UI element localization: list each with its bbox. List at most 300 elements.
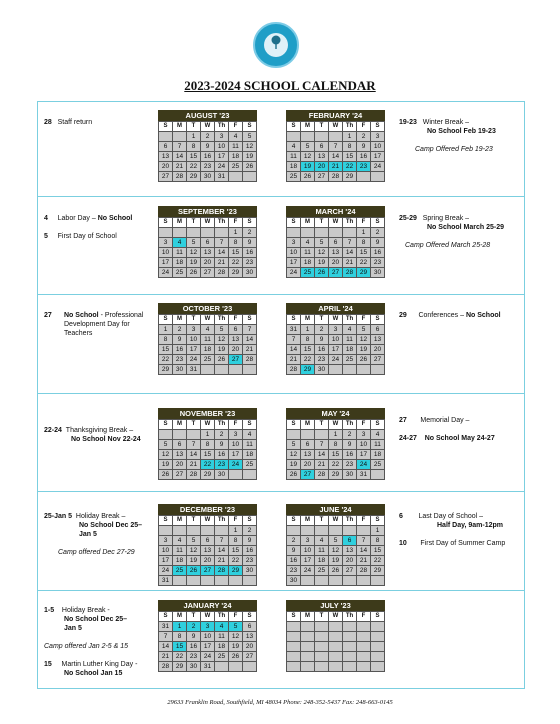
day-cell: 24 xyxy=(187,355,201,365)
day-cell: 25 xyxy=(173,268,187,278)
day-cell: 2 xyxy=(187,622,201,632)
day-cell: 2 xyxy=(343,430,357,440)
empty-day-cell xyxy=(287,662,301,672)
day-cell: 17 xyxy=(371,152,385,162)
day-cell: 6 xyxy=(201,536,215,546)
day-cell: 14 xyxy=(173,152,187,162)
weekday-label: S xyxy=(287,218,301,228)
day-cell: 16 xyxy=(371,248,385,258)
weekday-label: F xyxy=(229,612,243,622)
weekday-label: F xyxy=(229,218,243,228)
empty-day-cell xyxy=(243,365,257,375)
school-address-footer: 29633 Franklin Road, Southfield, MI 48034 Phone: 248-352-5437 Fax: 248-663-0145 xyxy=(167,699,393,706)
weekday-label: Th xyxy=(215,516,229,526)
day-cell: 16 xyxy=(215,450,229,460)
day-cell: 25 xyxy=(201,355,215,365)
day-cell: 28 xyxy=(329,172,343,182)
day-cell: 15 xyxy=(357,248,371,258)
empty-day-cell xyxy=(329,662,343,672)
day-cell: 29 xyxy=(329,470,343,480)
day-cell: 31 xyxy=(287,325,301,335)
week-row xyxy=(287,142,385,152)
day-cell: 11 xyxy=(287,152,301,162)
week-row xyxy=(159,470,257,480)
day-cell: 18 xyxy=(173,556,187,566)
week-row xyxy=(287,355,385,365)
day-cell: 16 xyxy=(357,152,371,162)
day-cell: 11 xyxy=(243,440,257,450)
weekday-label: Th xyxy=(215,218,229,228)
day-cell: 21 xyxy=(343,258,357,268)
day-cell: 20 xyxy=(201,556,215,566)
day-cell: 9 xyxy=(173,335,187,345)
day-cell: 9 xyxy=(201,142,215,152)
weekday-label: W xyxy=(201,516,215,526)
day-cell: 23 xyxy=(243,556,257,566)
day-cell: 23 xyxy=(187,652,201,662)
day-cell: 20 xyxy=(229,345,243,355)
day-cell: 6 xyxy=(329,238,343,248)
day-cell: 3 xyxy=(357,430,371,440)
weekday-label: F xyxy=(229,315,243,325)
day-cell: 10 xyxy=(357,440,371,450)
empty-day-cell xyxy=(173,132,187,142)
week-row xyxy=(159,335,257,345)
day-cell: 24 xyxy=(159,566,173,576)
note-aug: 28 Staff return xyxy=(44,119,93,126)
weekday-label: F xyxy=(357,315,371,325)
empty-day-cell xyxy=(215,526,229,536)
empty-day-cell xyxy=(301,430,315,440)
day-cell: 26 xyxy=(229,652,243,662)
day-cell: 29 xyxy=(371,566,385,576)
day-cell: 5 xyxy=(329,536,343,546)
note-apr: 29 Conferences – No School xyxy=(399,312,501,319)
school-seal-logo xyxy=(253,22,299,68)
day-cell: 7 xyxy=(329,142,343,152)
day-cell: 23 xyxy=(173,355,187,365)
day-cell: 12 xyxy=(287,450,301,460)
day-cell: 27 xyxy=(201,566,215,576)
day-cell: 22 xyxy=(343,162,357,172)
day-cell: 31 xyxy=(159,576,173,586)
empty-day-cell xyxy=(315,132,329,142)
day-cell: 23 xyxy=(343,460,357,470)
day-cell: 25 xyxy=(173,566,187,576)
empty-day-cell xyxy=(357,576,371,586)
day-cell: 30 xyxy=(173,365,187,375)
weekday-label: T xyxy=(187,218,201,228)
weekday-label: S xyxy=(243,122,257,132)
week-row xyxy=(287,258,385,268)
day-cell: 2 xyxy=(243,228,257,238)
day-cell: 19 xyxy=(287,460,301,470)
empty-day-cell xyxy=(343,365,357,375)
month-header: FEBRUARY '24 xyxy=(286,110,385,121)
day-cell: 24 xyxy=(229,460,243,470)
day-cell: 7 xyxy=(343,238,357,248)
day-cell: 27 xyxy=(301,470,315,480)
day-cell: 1 xyxy=(187,132,201,142)
day-cell: 27 xyxy=(329,268,343,278)
weekday-label: F xyxy=(357,612,371,622)
day-cell: 21 xyxy=(243,345,257,355)
week-row xyxy=(287,576,385,586)
empty-day-cell xyxy=(315,430,329,440)
day-cell: 10 xyxy=(159,248,173,258)
month-calendar-april xyxy=(286,303,385,375)
empty-day-cell xyxy=(329,632,343,642)
month-header: AUGUST '23 xyxy=(158,110,257,121)
day-cell: 2 xyxy=(315,325,329,335)
day-cell: 28 xyxy=(187,470,201,480)
day-cell: 7 xyxy=(159,632,173,642)
day-cell: 6 xyxy=(173,440,187,450)
week-row xyxy=(159,238,257,248)
day-cell: 14 xyxy=(287,345,301,355)
day-cell: 17 xyxy=(159,556,173,566)
day-cell: 15 xyxy=(329,450,343,460)
day-cell: 28 xyxy=(173,172,187,182)
empty-day-cell xyxy=(315,526,329,536)
empty-day-cell xyxy=(315,642,329,652)
empty-day-cell xyxy=(243,470,257,480)
day-cell: 15 xyxy=(229,248,243,258)
week-row xyxy=(159,268,257,278)
weekday-label: S xyxy=(243,218,257,228)
empty-day-cell xyxy=(229,470,243,480)
weekday-label: F xyxy=(229,516,243,526)
weekday-label: S xyxy=(287,516,301,526)
weekday-label: W xyxy=(329,122,343,132)
day-cell: 27 xyxy=(343,566,357,576)
day-cell: 14 xyxy=(357,546,371,556)
day-cell: 26 xyxy=(329,566,343,576)
day-cell: 1 xyxy=(173,622,187,632)
empty-day-cell xyxy=(287,132,301,142)
day-cell: 15 xyxy=(229,546,243,556)
day-cell: 5 xyxy=(215,325,229,335)
day-cell: 26 xyxy=(357,355,371,365)
note-nov: 22-24 Thanksgiving Break – No School Nov 22-24 xyxy=(44,427,141,443)
empty-day-cell xyxy=(343,652,357,662)
day-cell: 30 xyxy=(315,365,329,375)
day-cell: 14 xyxy=(159,642,173,652)
day-cell: 4 xyxy=(215,622,229,632)
day-cell: 16 xyxy=(243,248,257,258)
month-header: MARCH '24 xyxy=(286,206,385,217)
weekday-label: S xyxy=(287,612,301,622)
row-divider xyxy=(37,294,525,295)
day-cell: 3 xyxy=(229,430,243,440)
day-cell: 15 xyxy=(173,642,187,652)
day-cell: 26 xyxy=(243,162,257,172)
day-cell: 17 xyxy=(357,450,371,460)
month-header: APRIL '24 xyxy=(286,303,385,314)
week-row xyxy=(159,325,257,335)
row-divider xyxy=(37,393,525,394)
empty-day-cell xyxy=(201,365,215,375)
day-cell: 4 xyxy=(173,536,187,546)
empty-day-cell xyxy=(201,526,215,536)
weekday-label: W xyxy=(329,516,343,526)
day-cell: 8 xyxy=(329,440,343,450)
day-cell: 29 xyxy=(343,172,357,182)
day-cell: 26 xyxy=(287,470,301,480)
day-cell: 14 xyxy=(329,152,343,162)
day-cell: 21 xyxy=(215,556,229,566)
day-cell: 4 xyxy=(371,430,385,440)
day-cell: 3 xyxy=(301,536,315,546)
day-cell: 26 xyxy=(187,268,201,278)
empty-day-cell xyxy=(301,526,315,536)
day-cell: 16 xyxy=(287,556,301,566)
empty-day-cell xyxy=(329,228,343,238)
week-row xyxy=(159,355,257,365)
empty-day-cell xyxy=(173,576,187,586)
note-feb: 19-23 Winter Break – No School Feb 19-23 Camp Offered Feb 19-23 xyxy=(399,119,496,153)
day-cell: 14 xyxy=(243,335,257,345)
week-row xyxy=(287,365,385,375)
day-cell: 3 xyxy=(371,132,385,142)
day-cell: 21 xyxy=(173,162,187,172)
day-cell: 12 xyxy=(357,335,371,345)
month-grid xyxy=(286,314,385,375)
day-cell: 4 xyxy=(343,325,357,335)
month-grid xyxy=(158,217,257,278)
empty-day-cell xyxy=(243,662,257,672)
weekday-label: M xyxy=(301,420,315,430)
day-cell: 27 xyxy=(229,355,243,365)
week-row xyxy=(287,268,385,278)
day-cell: 5 xyxy=(315,238,329,248)
day-cell: 30 xyxy=(243,268,257,278)
day-cell: 24 xyxy=(287,268,301,278)
month-header: SEPTEMBER '23 xyxy=(158,206,257,217)
day-cell: 8 xyxy=(343,142,357,152)
day-cell: 9 xyxy=(371,238,385,248)
empty-day-cell xyxy=(343,662,357,672)
month-grid xyxy=(286,121,385,182)
week-row xyxy=(159,228,257,238)
day-cell: 25 xyxy=(243,460,257,470)
day-cell: 4 xyxy=(315,536,329,546)
day-cell: 1 xyxy=(329,430,343,440)
empty-day-cell xyxy=(357,172,371,182)
day-cell: 8 xyxy=(173,632,187,642)
month-grid xyxy=(158,419,257,480)
calendar-frame xyxy=(37,101,525,689)
day-cell: 18 xyxy=(243,450,257,460)
day-cell: 21 xyxy=(187,460,201,470)
day-cell: 16 xyxy=(315,345,329,355)
empty-day-cell xyxy=(287,632,301,642)
day-cell: 31 xyxy=(201,662,215,672)
day-cell: 18 xyxy=(215,642,229,652)
month-header: DECEMBER '23 xyxy=(158,504,257,515)
day-cell: 1 xyxy=(229,228,243,238)
day-cell: 11 xyxy=(229,142,243,152)
week-row xyxy=(159,142,257,152)
empty-day-cell xyxy=(357,652,371,662)
empty-day-cell xyxy=(357,622,371,632)
day-cell: 23 xyxy=(215,460,229,470)
month-grid xyxy=(158,121,257,182)
day-cell: 30 xyxy=(371,268,385,278)
weekday-label: S xyxy=(287,420,301,430)
empty-day-cell xyxy=(371,632,385,642)
week-row xyxy=(287,566,385,576)
day-cell: 9 xyxy=(315,335,329,345)
day-cell: 9 xyxy=(187,632,201,642)
day-cell: 17 xyxy=(301,556,315,566)
day-cell: 8 xyxy=(371,536,385,546)
weekday-label: M xyxy=(173,315,187,325)
weekday-label: W xyxy=(329,612,343,622)
week-row xyxy=(287,460,385,470)
week-row xyxy=(159,248,257,258)
empty-day-cell xyxy=(243,172,257,182)
weekday-label: T xyxy=(187,420,201,430)
empty-day-cell xyxy=(287,228,301,238)
note-dec: 25-Jan 5 Holiday Break – No School Dec 25– Jan 5 Camp offered Dec 27-29 xyxy=(44,513,143,556)
day-cell: 7 xyxy=(215,238,229,248)
month-calendar-may xyxy=(286,408,385,480)
empty-day-cell xyxy=(357,365,371,375)
weekday-label: S xyxy=(243,420,257,430)
day-cell: 4 xyxy=(301,238,315,248)
day-cell: 19 xyxy=(315,258,329,268)
weekday-label: S xyxy=(287,315,301,325)
day-cell: 13 xyxy=(301,450,315,460)
weekday-label: T xyxy=(187,315,201,325)
row-divider xyxy=(37,196,525,197)
month-grid xyxy=(286,515,385,586)
note-jun: 6 Last Day of School – Half Day, 9am-12pm 10 First Day of Summer Camp xyxy=(399,513,506,547)
day-cell: 13 xyxy=(329,248,343,258)
weekday-label: S xyxy=(159,218,173,228)
day-cell: 5 xyxy=(243,132,257,142)
weekday-label: M xyxy=(301,315,315,325)
month-calendar-january xyxy=(158,600,257,672)
weekday-label: S xyxy=(243,516,257,526)
weekday-label: W xyxy=(201,315,215,325)
day-cell: 30 xyxy=(215,470,229,480)
day-cell: 19 xyxy=(301,162,315,172)
month-header: MAY '24 xyxy=(286,408,385,419)
day-cell: 20 xyxy=(371,345,385,355)
day-cell: 10 xyxy=(301,546,315,556)
empty-day-cell xyxy=(371,652,385,662)
day-cell: 25 xyxy=(215,652,229,662)
weekday-label: Th xyxy=(343,218,357,228)
day-cell: 21 xyxy=(329,162,343,172)
week-row xyxy=(159,622,257,632)
month-header: JUNE '24 xyxy=(286,504,385,515)
day-cell: 22 xyxy=(329,460,343,470)
day-cell: 8 xyxy=(229,238,243,248)
day-cell: 22 xyxy=(229,556,243,566)
day-cell: 9 xyxy=(287,546,301,556)
empty-day-cell xyxy=(301,576,315,586)
day-cell: 10 xyxy=(329,335,343,345)
day-cell: 3 xyxy=(215,132,229,142)
day-cell: 13 xyxy=(173,450,187,460)
weekday-label: M xyxy=(173,420,187,430)
month-grid xyxy=(286,611,385,672)
day-cell: 22 xyxy=(229,258,243,268)
weekday-label: S xyxy=(287,122,301,132)
empty-day-cell xyxy=(187,430,201,440)
day-cell: 11 xyxy=(343,335,357,345)
day-cell: 5 xyxy=(357,325,371,335)
week-row xyxy=(287,430,385,440)
empty-day-cell xyxy=(357,662,371,672)
note-oct: 27 No School - Professional Development Day for Teachers xyxy=(44,312,144,337)
empty-day-cell xyxy=(301,642,315,652)
week-row xyxy=(287,345,385,355)
empty-day-cell xyxy=(301,622,315,632)
day-cell: 5 xyxy=(159,440,173,450)
day-cell: 2 xyxy=(287,536,301,546)
week-row xyxy=(159,652,257,662)
weekday-label: Th xyxy=(215,315,229,325)
day-cell: 20 xyxy=(159,162,173,172)
day-cell: 13 xyxy=(243,632,257,642)
day-cell: 4 xyxy=(287,142,301,152)
day-cell: 24 xyxy=(301,566,315,576)
empty-day-cell xyxy=(187,526,201,536)
day-cell: 1 xyxy=(343,132,357,142)
day-cell: 16 xyxy=(187,642,201,652)
week-row xyxy=(159,430,257,440)
empty-day-cell xyxy=(357,526,371,536)
empty-day-cell xyxy=(371,470,385,480)
day-cell: 4 xyxy=(229,132,243,142)
week-row xyxy=(287,632,385,642)
empty-day-cell xyxy=(329,132,343,142)
day-cell: 7 xyxy=(187,440,201,450)
day-cell: 2 xyxy=(215,430,229,440)
day-cell: 4 xyxy=(173,238,187,248)
day-cell: 27 xyxy=(371,355,385,365)
weekday-label: S xyxy=(371,516,385,526)
day-cell: 11 xyxy=(173,248,187,258)
week-row xyxy=(287,536,385,546)
day-cell: 5 xyxy=(287,440,301,450)
day-cell: 20 xyxy=(315,162,329,172)
day-cell: 30 xyxy=(287,576,301,586)
week-row xyxy=(287,248,385,258)
day-cell: 25 xyxy=(315,566,329,576)
day-cell: 8 xyxy=(229,536,243,546)
day-cell: 8 xyxy=(357,238,371,248)
day-cell: 28 xyxy=(243,355,257,365)
week-row xyxy=(159,576,257,586)
week-row xyxy=(159,460,257,470)
day-cell: 10 xyxy=(201,632,215,642)
week-row xyxy=(287,526,385,536)
day-cell: 14 xyxy=(187,450,201,460)
month-calendar-december xyxy=(158,504,257,586)
empty-day-cell xyxy=(229,365,243,375)
day-cell: 15 xyxy=(187,152,201,162)
day-cell: 24 xyxy=(215,162,229,172)
week-row xyxy=(159,632,257,642)
weekday-label: F xyxy=(229,420,243,430)
day-cell: 29 xyxy=(201,470,215,480)
week-row xyxy=(159,556,257,566)
